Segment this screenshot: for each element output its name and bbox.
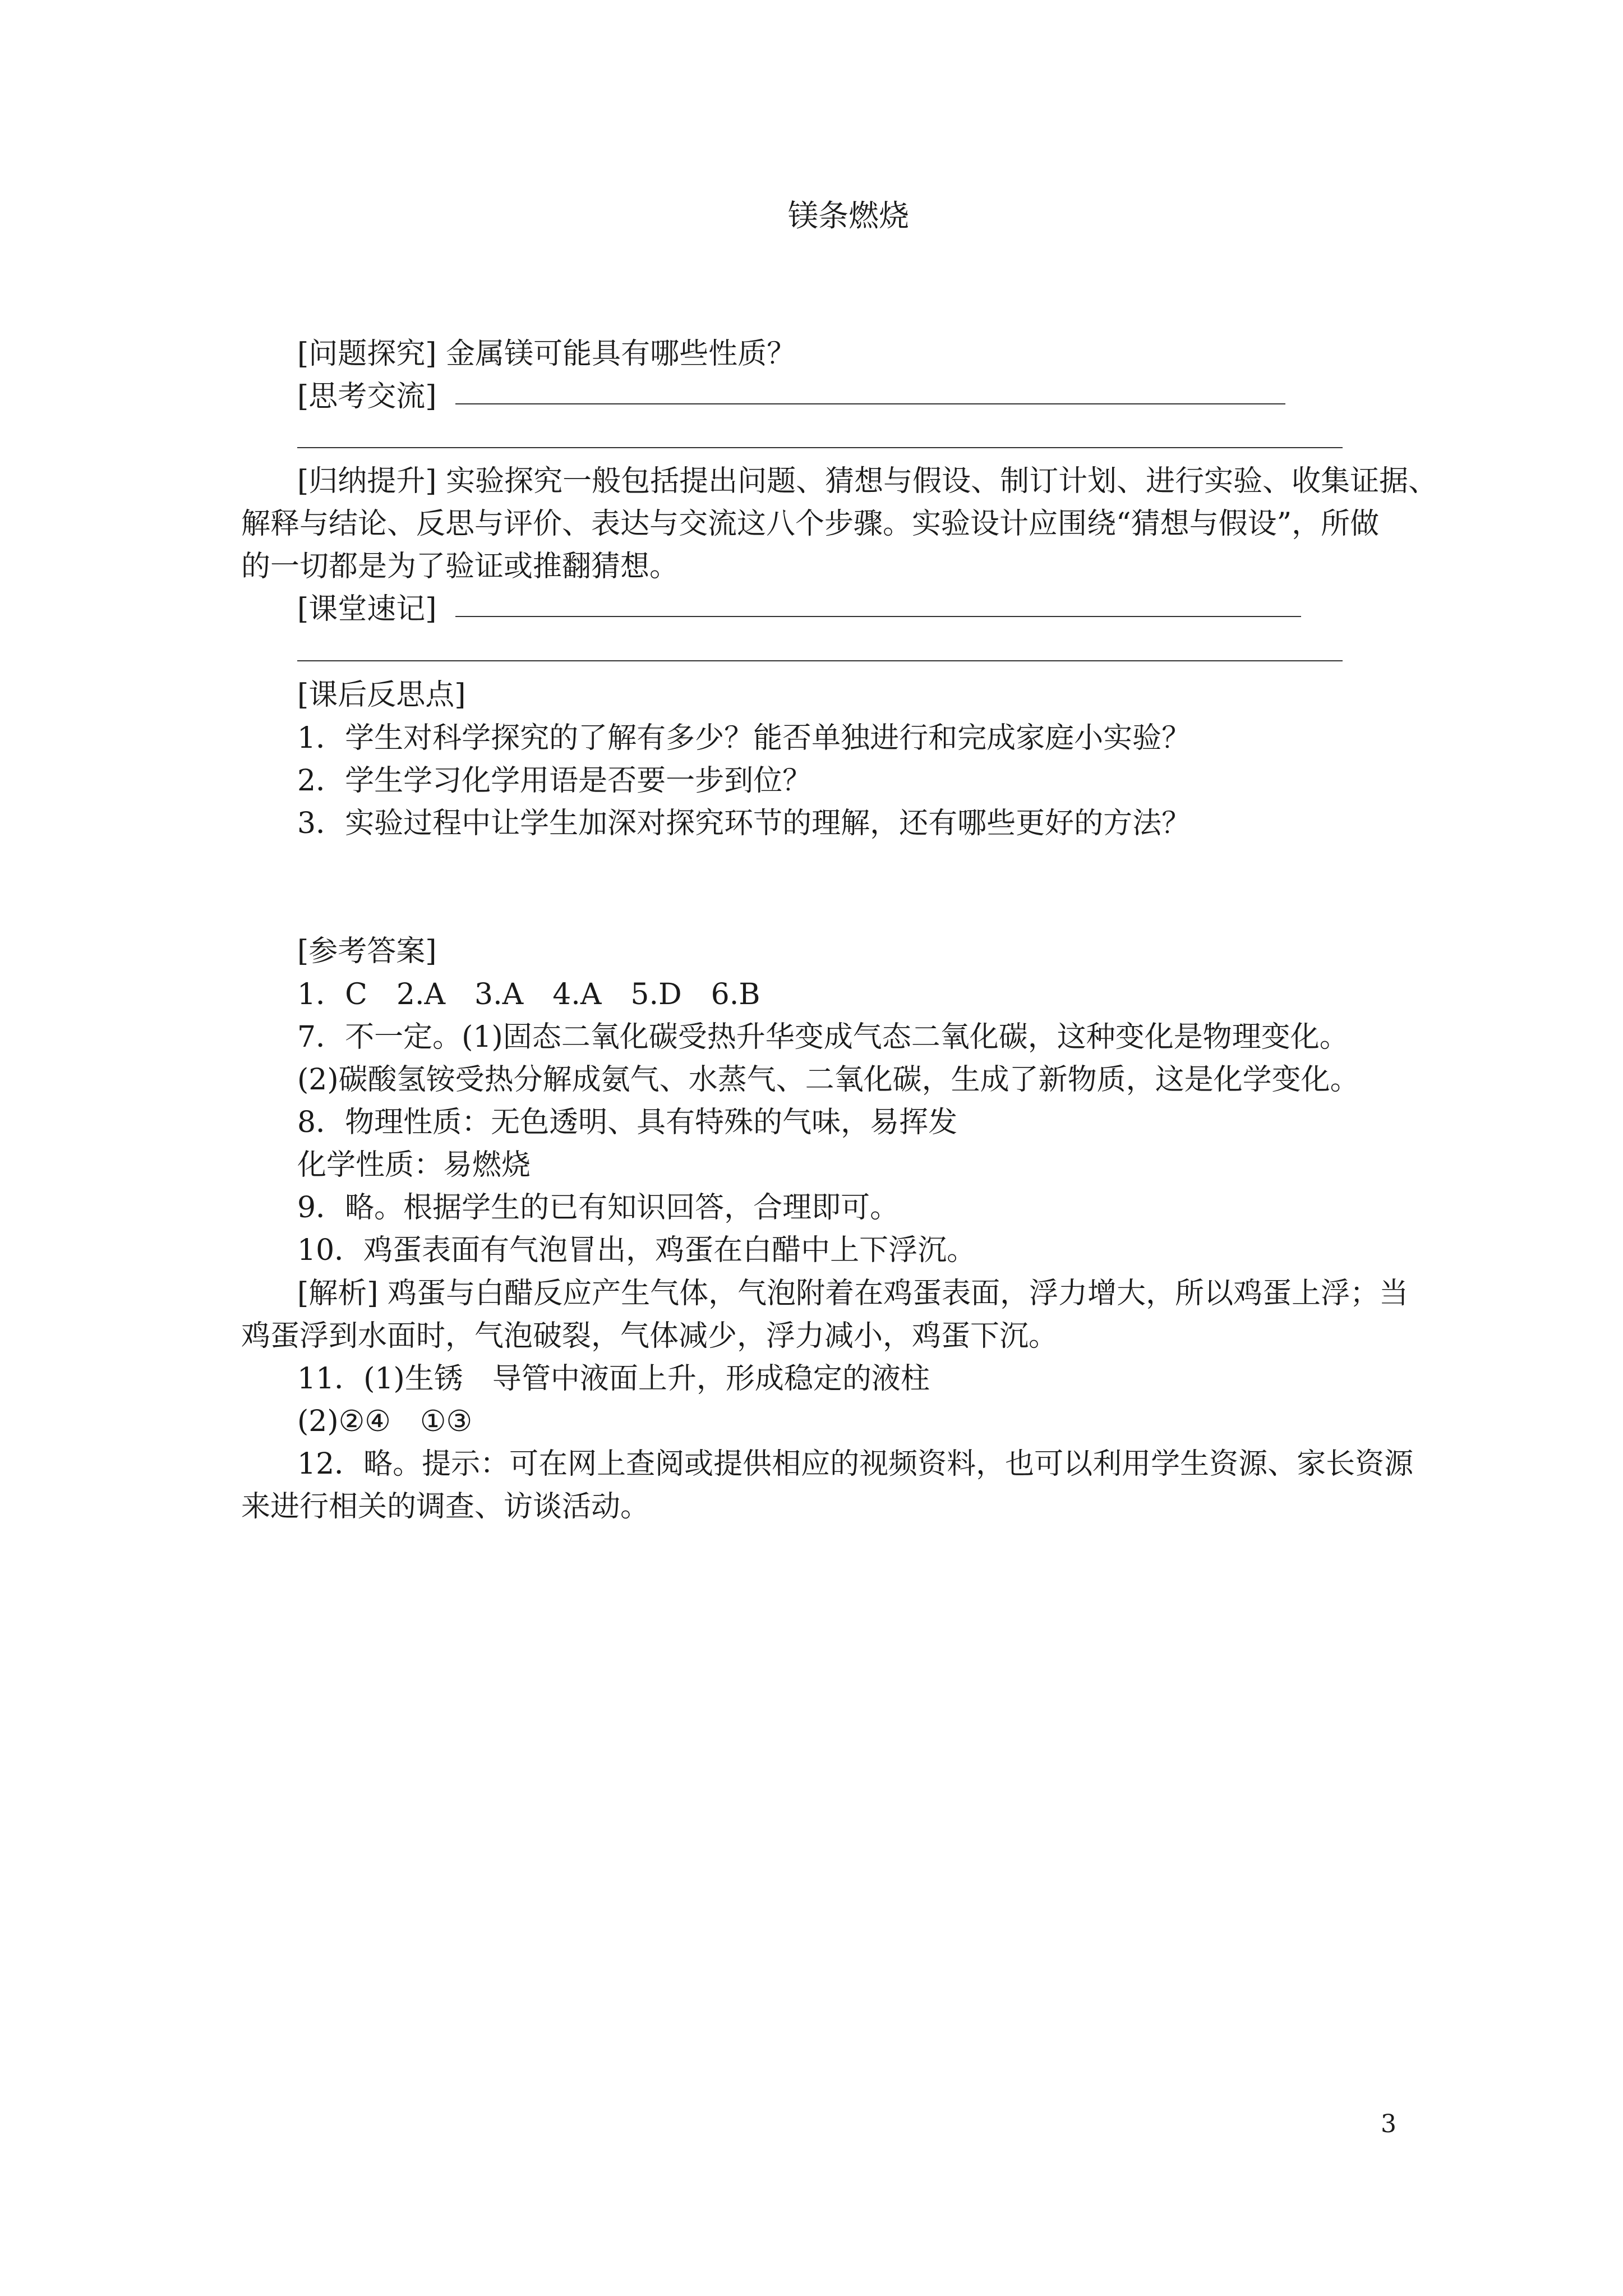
answer-1-6: 1．C 2.A 3.A 4.A 5.D 6.B (297, 978, 760, 1011)
class-notes-label: [课堂速记] (297, 592, 437, 626)
summary-paragraph-line-1: [归纳提升] 实验探究一般包括提出问题、猜想与假设、制订计划、进行实验、收集证据、 (297, 464, 1438, 498)
answer-11-line-1: 11．(1)生锈 导管中液面上升，形成稳定的液柱 (297, 1362, 930, 1396)
reflection-heading: [课后反思点] (297, 678, 466, 712)
answer-7-line-2: (2)碳酸氢铵受热分解成氨气、水蒸气、二氧化碳，生成了新物质，这是化学变化。 (297, 1063, 1359, 1097)
summary-paragraph-line-2: 解释与结论、反思与评价、表达与交流这八个步骤。实验设计应围绕“猜想与假设”，所做 (241, 507, 1380, 541)
page-number: 3 (1381, 2110, 1396, 2138)
answer-9: 9．略。根据学生的已有知识回答，合理即可。 (297, 1191, 900, 1225)
answer-10: 10．鸡蛋表面有气泡冒出，鸡蛋在白醋中上下浮沉。 (297, 1234, 976, 1267)
answer-12-line-2: 来进行相关的调查、访谈活动。 (241, 1490, 650, 1524)
analysis-line-2: 鸡蛋浮到水面时，气泡破裂，气体减少，浮力减小，鸡蛋下沉。 (241, 1319, 1058, 1353)
answer-11-line-2: (2)②④ ①③ (297, 1405, 473, 1438)
reflection-item-3: 3．实验过程中让学生加深对探究环节的理解，还有哪些更好的方法？ (297, 807, 1191, 840)
answer-7-line-1: 7．不一定。(1)固态二氧化碳受热升华变成气态二氧化碳，这种变化是物理变化。 (297, 1020, 1349, 1054)
discussion-label: [思考交流] (297, 380, 437, 413)
answer-8-line-2: 化学性质：易燃烧 (297, 1148, 531, 1182)
page-title: 镁条燃烧 (788, 198, 909, 233)
reflection-item-1: 1．学生对科学探究的了解有多少？能否单独进行和完成家庭小实验？ (297, 721, 1191, 755)
class-notes-blank-line-2 (297, 660, 1343, 661)
discussion-blank-line-1 (455, 403, 1285, 404)
answers-heading: [参考答案] (297, 935, 437, 968)
answer-8-line-1: 8．物理性质：无色透明、具有特殊的气味，易挥发 (297, 1106, 958, 1139)
class-notes-blank-line-1 (455, 616, 1301, 617)
answer-12-line-1: 12．略。提示：可在网上查阅或提供相应的视频资料，也可以利用学生资源、家长资源 (297, 1447, 1414, 1481)
reflection-item-2: 2．学生学习化学用语是否要一步到位？ (297, 764, 812, 798)
summary-paragraph-line-3: 的一切都是为了验证或推翻猜想。 (241, 550, 679, 583)
question-inquiry: [问题探究] 金属镁可能具有哪些性质？ (297, 337, 796, 371)
analysis-line-1: [解析] 鸡蛋与白醋反应产生气体，气泡附着在鸡蛋表面，浮力增大，所以鸡蛋上浮；当 (297, 1277, 1409, 1310)
discussion-blank-line-2 (297, 447, 1343, 448)
